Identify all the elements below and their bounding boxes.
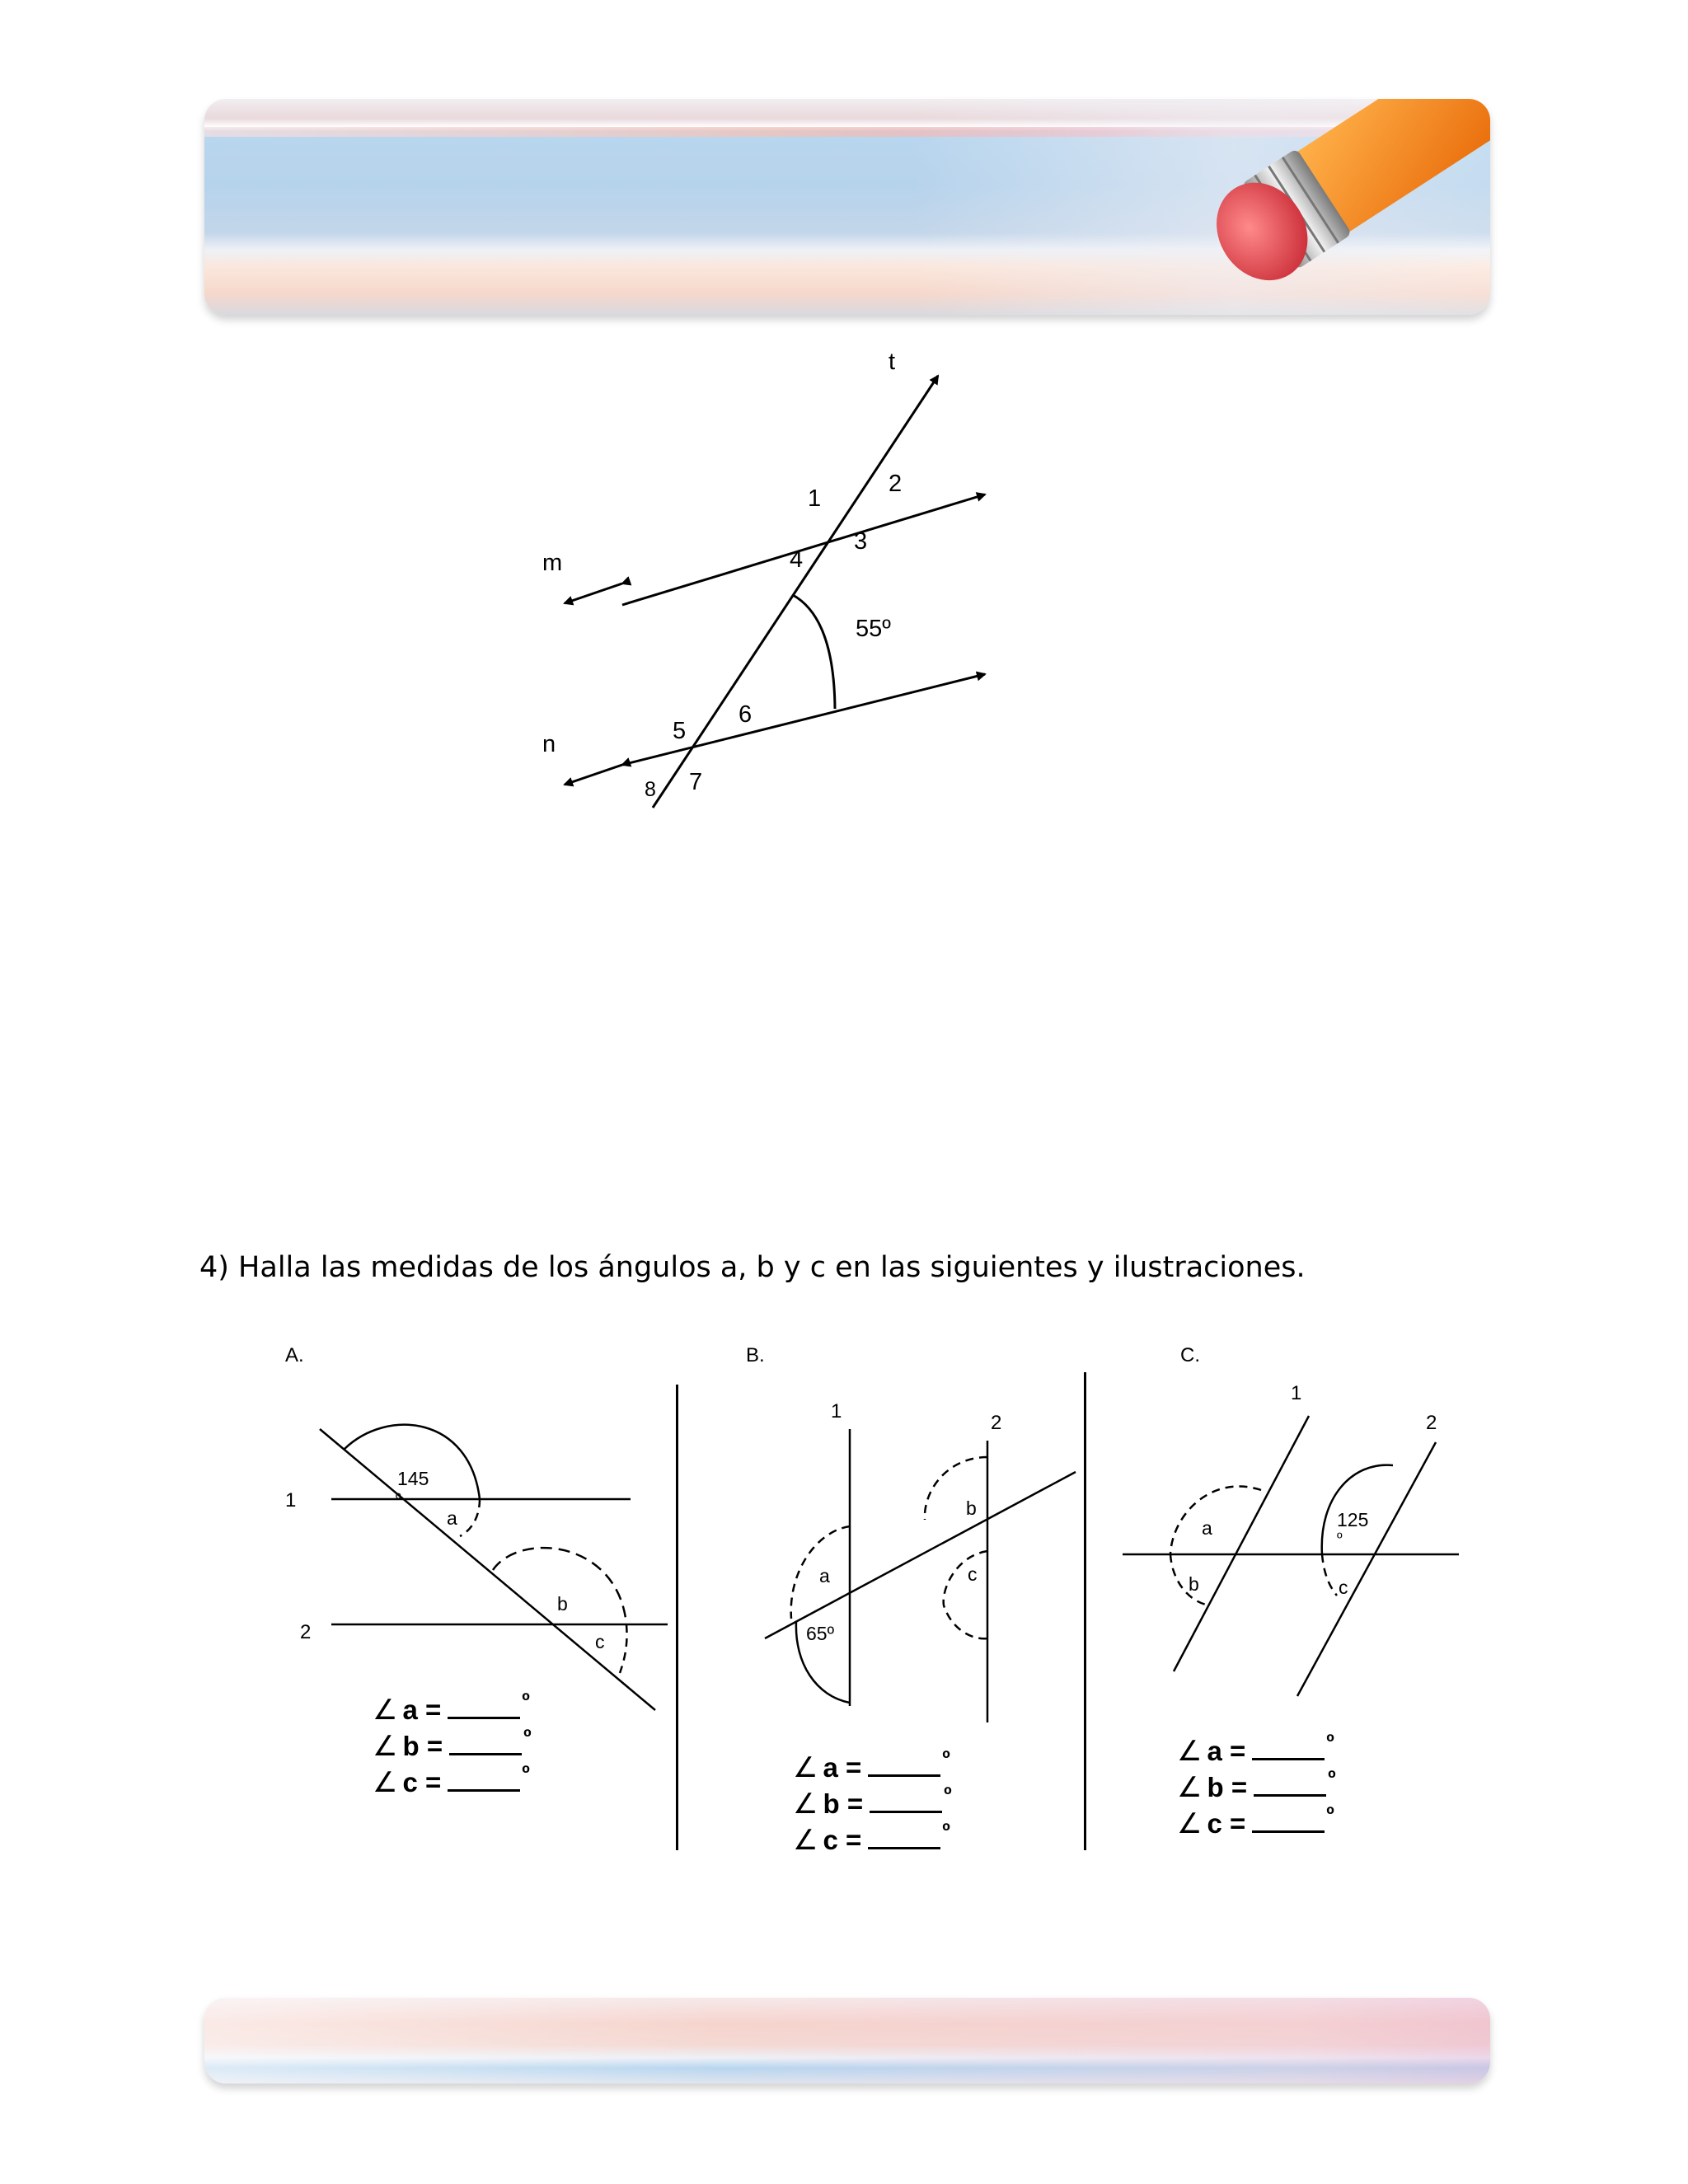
answer-equals: = — [425, 1767, 442, 1797]
degree-symbol: º — [522, 1688, 530, 1713]
panel-b-title: B. — [746, 1344, 765, 1366]
angle-symbol-icon: ∠ — [1177, 1736, 1203, 1767]
answer-row-a — [793, 1746, 952, 1787]
panel-divider — [1084, 1372, 1086, 1850]
panel-b-line-label-1: 1 — [831, 1400, 842, 1422]
degree-symbol: º — [942, 1746, 950, 1770]
degree-symbol: º — [523, 1724, 532, 1749]
footer-banner — [204, 1998, 1490, 2083]
answer-blank[interactable] — [868, 1824, 940, 1849]
answer-equals: = — [425, 1694, 442, 1725]
answer-variable: a — [823, 1752, 838, 1783]
answer-row-b — [1177, 1765, 1336, 1807]
panel-a-arc-a — [460, 1499, 480, 1536]
answer-row-b — [793, 1782, 952, 1823]
label-angle-2: 2 — [889, 471, 903, 497]
label-t: t — [889, 349, 896, 375]
panel-a-angle-a: a — [447, 1507, 457, 1529]
angle-arc-55 — [793, 595, 835, 709]
answer-equals: = — [846, 1752, 862, 1783]
panel-b-angle-c: c — [968, 1563, 978, 1585]
exercise-heading: 4) Halla las medidas de los ángulos a, b y c en las siguientes y ilustraciones. — [199, 1251, 1306, 1284]
answer-row-c — [793, 1818, 952, 1859]
answer-variable: a — [402, 1694, 418, 1725]
panel-c-given-degree: º — [1337, 1530, 1343, 1546]
panel-a-answers — [373, 1688, 532, 1802]
panel-a-given-degree: º — [396, 1490, 401, 1507]
panel-c-angle-a: a — [1202, 1517, 1212, 1539]
answer-variable: c — [402, 1767, 418, 1797]
panel-a-title: A. — [285, 1344, 304, 1366]
panel-a-line-label-1: 1 — [285, 1489, 297, 1511]
degree-symbol: º — [1326, 1802, 1334, 1826]
panel-c-arc-a — [1170, 1486, 1261, 1554]
panel-c-given-angle: 125 — [1337, 1509, 1369, 1530]
panel-a-angle-c: c — [595, 1631, 605, 1652]
parallel-lines-diagram — [528, 346, 1039, 824]
answer-blank[interactable] — [448, 1766, 520, 1792]
panel-c-line-1 — [1174, 1416, 1309, 1671]
angle-symbol-icon: ∠ — [373, 1731, 398, 1762]
degree-symbol: º — [1328, 1765, 1336, 1790]
answer-equals: = — [1231, 1772, 1248, 1802]
answer-equals: = — [846, 1825, 862, 1855]
answer-variable: b — [402, 1731, 420, 1761]
panel-a-arc-c — [620, 1624, 627, 1673]
angle-symbol-icon: ∠ — [793, 1752, 818, 1783]
line-m-tail — [565, 583, 622, 603]
panel-c-answers — [1177, 1729, 1336, 1843]
angle-symbol-icon: ∠ — [373, 1767, 398, 1798]
panel-c-line-2 — [1297, 1442, 1436, 1696]
degree-symbol: º — [942, 1818, 950, 1843]
panel-b-diagram — [725, 1333, 1088, 1729]
line-m — [622, 494, 985, 605]
degree-symbol: º — [1326, 1729, 1334, 1754]
banner-fade — [204, 1998, 1490, 2083]
answer-row-c — [373, 1760, 532, 1802]
panel-a-given-angle: 145 — [397, 1468, 429, 1489]
panel-c-line-label-1: 1 — [1291, 1382, 1302, 1404]
label-angle-7: 7 — [689, 769, 703, 795]
answer-row-a — [1177, 1729, 1336, 1770]
label-angle-5: 5 — [673, 718, 687, 744]
answer-variable: c — [823, 1825, 838, 1855]
answer-blank[interactable] — [1252, 1735, 1325, 1760]
angle-symbol-icon: ∠ — [1177, 1808, 1203, 1840]
answer-variable: a — [1207, 1736, 1222, 1766]
label-n: n — [542, 731, 556, 757]
panel-a-transversal — [320, 1429, 655, 1710]
answer-equals: = — [1230, 1808, 1246, 1839]
line-n-tail — [565, 765, 622, 785]
angle-symbol-icon: ∠ — [373, 1694, 398, 1726]
label-angle-55: 55º — [856, 616, 891, 642]
label-angle-6: 6 — [738, 701, 753, 728]
angle-symbol-icon: ∠ — [793, 1825, 818, 1856]
panel-b-arc-c — [944, 1551, 987, 1638]
answer-row-a — [373, 1688, 532, 1729]
panel-a-diagram — [272, 1333, 676, 1746]
answer-equals: = — [426, 1731, 443, 1761]
label-m: m — [542, 550, 563, 576]
transversal-t — [653, 376, 938, 808]
panel-c-arc-c — [1322, 1554, 1337, 1596]
panel-c-diagram — [1113, 1333, 1475, 1721]
answer-variable: b — [1207, 1772, 1224, 1802]
answer-variable: b — [823, 1788, 840, 1819]
panel-c-line-label-2: 2 — [1426, 1412, 1437, 1434]
panel-b-transversal — [765, 1472, 1076, 1638]
angle-symbol-icon: ∠ — [1177, 1772, 1203, 1803]
panel-a-angle-b: b — [557, 1593, 568, 1615]
header-banner — [204, 99, 1490, 315]
answer-variable: c — [1207, 1808, 1222, 1839]
panel-c-title: C. — [1180, 1344, 1200, 1366]
degree-symbol: º — [522, 1760, 530, 1785]
panel-b-angle-a: a — [819, 1565, 830, 1586]
answer-blank[interactable] — [449, 1730, 522, 1755]
panel-a-line-label-2: 2 — [300, 1621, 312, 1643]
panel-c-angle-c: c — [1339, 1577, 1348, 1598]
panel-c-angle-b: b — [1189, 1573, 1199, 1595]
pencil-icon — [204, 99, 1490, 315]
panel-b-line-label-2: 2 — [991, 1412, 1002, 1434]
label-angle-4: 4 — [790, 546, 804, 573]
answer-equals: = — [846, 1788, 864, 1819]
answer-row-b — [373, 1724, 532, 1765]
panel-b-answers — [793, 1746, 952, 1859]
label-angle-3: 3 — [854, 528, 868, 555]
answer-blank[interactable] — [1254, 1771, 1326, 1797]
answer-row-c — [1177, 1802, 1336, 1843]
panel-b-arc-b — [925, 1457, 987, 1520]
panel-divider — [676, 1385, 678, 1850]
panel-b-given-angle: 65º — [806, 1623, 834, 1644]
panel-b-angle-b: b — [966, 1497, 977, 1519]
label-angle-1: 1 — [808, 485, 822, 512]
answer-blank[interactable] — [1252, 1807, 1325, 1833]
answer-blank[interactable] — [870, 1788, 942, 1813]
label-angle-8: 8 — [645, 778, 656, 801]
answer-equals: = — [1230, 1736, 1246, 1766]
degree-symbol: º — [944, 1782, 952, 1807]
answer-blank[interactable] — [868, 1751, 940, 1777]
answer-blank[interactable] — [448, 1694, 520, 1719]
angle-symbol-icon: ∠ — [793, 1788, 818, 1820]
